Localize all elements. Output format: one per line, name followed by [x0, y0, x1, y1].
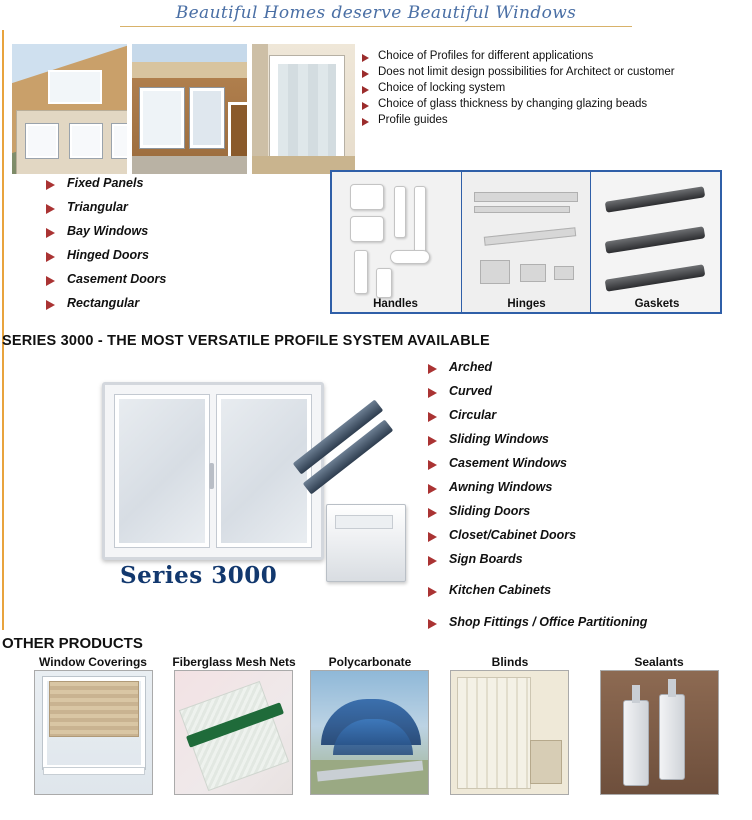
other-product-image-window-coverings [34, 670, 153, 795]
bullet-triangle-icon [428, 460, 437, 470]
hardware-cell-hinges [462, 172, 592, 312]
bullet-triangle-icon [46, 228, 55, 238]
feature-item [362, 50, 593, 63]
house-illustration-1 [12, 44, 127, 174]
other-products-title: OTHER PRODUCTS [2, 635, 143, 652]
sealant-tubes-illustration [601, 671, 718, 794]
feature-item [362, 98, 647, 111]
series-item-label: Arched [449, 360, 493, 374]
other-product-caption: Window Coverings [39, 655, 147, 669]
feature-label: Does not limit design possibilities for Architect or customer [378, 66, 675, 78]
other-product-caption: Sealants [634, 655, 684, 669]
bullet-triangle-icon [362, 102, 369, 110]
panel-type-label: Casement Doors [67, 272, 167, 286]
hardware-cell-handles [332, 172, 462, 312]
bullet-triangle-icon [428, 532, 437, 542]
series-item [428, 384, 492, 398]
bullet-triangle-icon [362, 86, 369, 94]
bullet-triangle-icon [428, 436, 437, 446]
bullet-triangle-icon [46, 300, 55, 310]
panel-type-label: Bay Windows [67, 224, 149, 238]
hardware-caption: Handles [373, 298, 418, 310]
bullet-triangle-icon [428, 619, 437, 629]
interior-door-illustration [252, 44, 355, 174]
other-product-image-blinds [450, 670, 569, 795]
photo-house-exterior-1 [12, 44, 127, 174]
series-item [428, 528, 576, 542]
window-pane-left [115, 395, 209, 547]
panel-type-item [46, 176, 143, 190]
panel-type-item [46, 296, 139, 310]
bullet-triangle-icon [428, 508, 437, 518]
feature-label: Choice of locking system [378, 82, 506, 94]
panel-type-label: Rectangular [67, 296, 140, 310]
hardware-caption: Gaskets [634, 298, 680, 310]
series-item-label: Circular [449, 408, 497, 422]
bullet-triangle-icon [428, 412, 437, 422]
window-covering-illustration [35, 671, 152, 794]
bullet-triangle-icon [428, 556, 437, 566]
profile-cutaway-illustration [290, 418, 408, 588]
bullet-triangle-icon [362, 118, 369, 126]
bullet-triangle-icon [428, 388, 437, 398]
series-item-label: Shop Fittings / Office Partitioning [449, 615, 648, 629]
other-product-caption: Fiberglass Mesh Nets [172, 655, 296, 669]
page-title: Beautiful Homes deserve Beautiful Windows [175, 3, 577, 23]
series-item-label: Sliding Windows [449, 432, 549, 446]
other-product-image-mesh-nets [174, 670, 293, 795]
vertical-blinds-illustration [451, 671, 568, 794]
bullet-triangle-icon [362, 70, 369, 78]
series-item-label: Curved [449, 384, 493, 398]
panel-type-item [46, 248, 149, 262]
house-illustration-2 [132, 44, 247, 174]
feature-label: Profile guides [378, 114, 448, 126]
feature-item [362, 114, 448, 127]
header-divider [120, 26, 632, 27]
panel-type-item [46, 200, 128, 214]
series-item-label: Sign Boards [449, 552, 523, 566]
bullet-triangle-icon [46, 276, 55, 286]
series-item [428, 456, 567, 470]
series-item-label: Kitchen Cabinets [449, 583, 552, 597]
bullet-triangle-icon [46, 252, 55, 262]
panel-type-label: Triangular [67, 200, 128, 214]
feature-item [362, 66, 675, 79]
mesh-net-illustration [175, 671, 292, 794]
series-item [428, 432, 549, 446]
series-item-label: Awning Windows [449, 480, 553, 494]
bullet-triangle-icon [46, 180, 55, 190]
photo-interior-door [252, 44, 355, 174]
series-item [428, 408, 496, 422]
feature-item [362, 82, 505, 95]
feature-label: Choice of glass thickness by changing glazing beads [378, 98, 648, 110]
bullet-triangle-icon [428, 587, 437, 597]
hardware-cell-gaskets [591, 172, 720, 312]
hardware-panel [330, 170, 722, 314]
window-handle-icon [209, 463, 214, 489]
header-band [0, 0, 752, 30]
bullet-triangle-icon [46, 204, 55, 214]
panel-type-item [46, 224, 148, 238]
series-item [428, 615, 647, 629]
panel-type-label: Hinged Doors [67, 248, 149, 262]
panel-type-label: Fixed Panels [67, 176, 144, 190]
series-item-label: Closet/Cabinet Doors [449, 528, 577, 542]
bullet-triangle-icon [428, 364, 437, 374]
polycarbonate-illustration [311, 671, 428, 794]
photo-house-exterior-2 [132, 44, 247, 174]
bullet-triangle-icon [362, 54, 369, 62]
feature-label: Choice of Profiles for different applications [378, 50, 594, 62]
other-product-image-polycarbonate [310, 670, 429, 795]
series-item [428, 552, 523, 566]
series-item [428, 360, 492, 374]
other-product-caption: Blinds [491, 655, 529, 669]
series-item [428, 480, 552, 494]
series-item-label: Casement Windows [449, 456, 567, 470]
other-product-image-sealants [600, 670, 719, 795]
hardware-caption: Hinges [507, 298, 546, 310]
series-product-label: Series 3000 [120, 562, 278, 589]
series-section-title: SERIES 3000 - THE MOST VERSATILE PROFILE SYSTEM AVAILABLE [2, 333, 490, 349]
panel-type-item [46, 272, 166, 286]
series-item-label: Sliding Doors [449, 504, 531, 518]
left-vertical-rule [2, 30, 4, 630]
other-product-caption: Polycarbonate [328, 655, 412, 669]
series-item [428, 583, 551, 597]
bullet-triangle-icon [428, 484, 437, 494]
series-item [428, 504, 530, 518]
